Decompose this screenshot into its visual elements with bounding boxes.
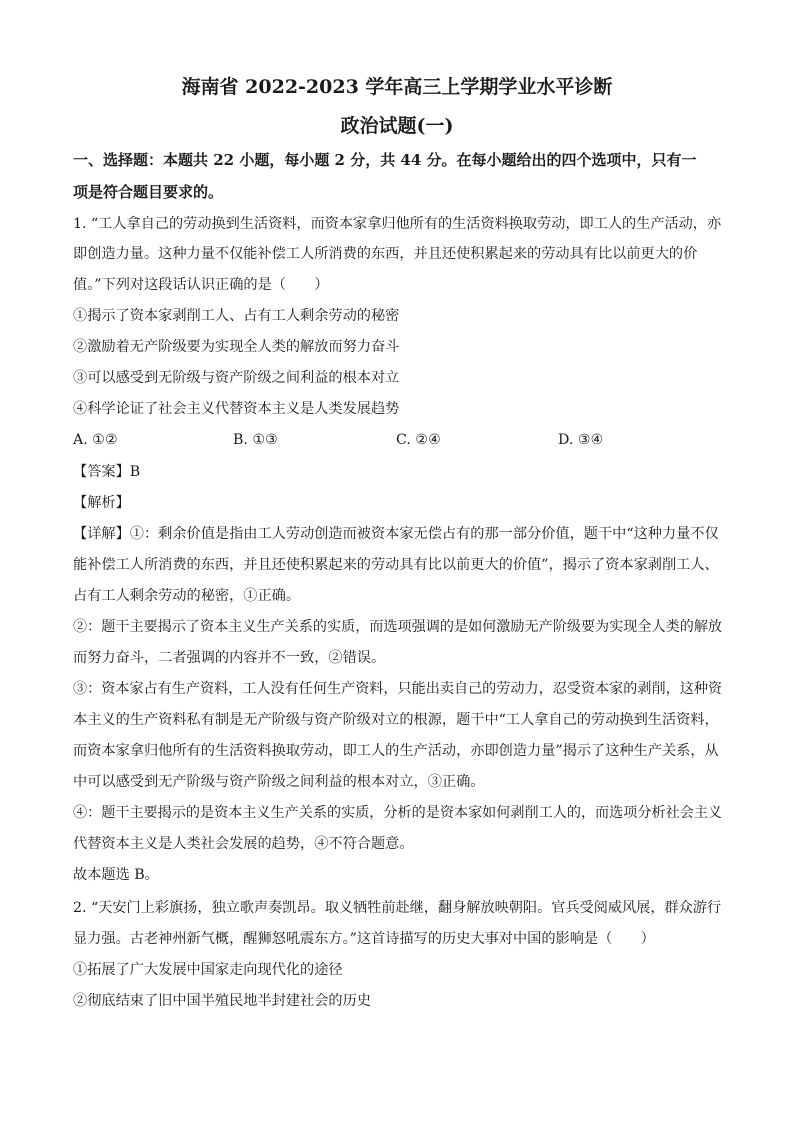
q1-analysis-line-9: 中可以感受到无产阶级与资产阶级之间利益的根本对立，③正确。 bbox=[73, 774, 485, 790]
q1-analysis-line-3: 占有工人剩余劳动的秘密，①正确。 bbox=[73, 588, 301, 604]
q1-analysis-line-1: 【详解】①：剩余价值是指由工人劳动创造而被资本家无偿占有的那一部分价值，题干中“这种力量不仅 bbox=[73, 526, 719, 542]
q2-statement-2: ②彻底结束了旧中国半殖民地半封建社会的历史 bbox=[73, 993, 371, 1009]
q1-answer: 【答案】B bbox=[73, 464, 141, 480]
q2-statement-1: ①拓展了广大发展中国家走向现代化的途径 bbox=[73, 962, 343, 978]
q1-statement-4: ④科学论证了社会主义代替资本主义是人类发展趋势 bbox=[73, 401, 400, 417]
q1-analysis-line-11: 代替资本主义是人类社会发展的趋势，④不符合题意。 bbox=[73, 836, 414, 852]
document-subtitle: 政治试题(一) bbox=[340, 115, 454, 137]
q1-stem-line-1: 1. “工人拿自己的劳动换到生活资料，而资本家拿归他所有的生活资料换取劳动，即工人的生产活动，亦 bbox=[73, 216, 722, 232]
section-heading-line-1: 一、选择题：本题共 22 小题，每小题 2 分，共 44 分。在每小题给出的四个选项中，只有一 bbox=[73, 151, 697, 169]
q1-option-b: B. ①③ bbox=[233, 432, 278, 448]
section-heading-line-2: 项是符合题目要求的。 bbox=[73, 183, 224, 201]
q1-stem-line-3: 值。”下列对这段话认识正确的是（ ） bbox=[73, 277, 329, 293]
q1-analysis-line-12: 故本题选 B。 bbox=[73, 867, 159, 883]
q1-analysis-line-5: 而努力奋斗，二者强调的内容并不一致，②错误。 bbox=[73, 650, 386, 666]
q2-stem-line-1: 2. “天安门上彩旗扬，独立歌声奏凯昂。取义牺牲前赴继，翻身解放映朝阳。官兵受阅威风展，群众游行 bbox=[73, 900, 722, 916]
q1-analysis-line-8: 而资本家拿归他所有的生活资料换取劳动，即工人的生产活动，亦即创造力量”揭示了这种生产关系，从 bbox=[73, 743, 719, 759]
q1-statement-1: ①揭示了资本家剥削工人、占有工人剩余劳动的秘密 bbox=[73, 308, 400, 324]
q1-analysis-line-7: 本主义的生产资料私有制是无产阶级与资产阶级对立的根源，题干中“工人拿自己的劳动换到生活资料， bbox=[73, 712, 719, 728]
q1-analysis-line-6: ③：资本家占有生产资料，工人没有任何生产资料，只能出卖自己的劳动力，忍受资本家的剥削，这种资 bbox=[73, 681, 723, 697]
q1-statement-2: ②激励着无产阶级要为实现全人类的解放而努力奋斗 bbox=[73, 339, 400, 355]
q1-option-d: D. ③④ bbox=[558, 432, 604, 448]
q1-option-a: A. ①② bbox=[73, 432, 118, 448]
document-title: 海南省 2022-2023 学年高三上学期学业水平诊断 bbox=[181, 76, 613, 98]
q1-analysis-line-2: 能补偿工人所消费的东西，并且还使积累起来的劳动具有比以前更大的价值”，揭示了资本家剥削工人、 bbox=[73, 557, 719, 573]
q1-analysis-line-10: ④：题干主要揭示的是资本主义生产关系的实质，分析的是资本家如何剥削工人的，而选项分析社会主义 bbox=[73, 805, 723, 821]
q1-analysis-line-4: ②：题干主要揭示了资本主义生产关系的实质，而选项强调的是如何激励无产阶级要为实现全人类的解放 bbox=[73, 619, 723, 635]
q1-option-c: C. ②④ bbox=[396, 432, 441, 448]
q1-statement-3: ③可以感受到无阶级与资产阶级之间利益的根本对立 bbox=[73, 370, 400, 386]
q1-analysis-label: 【解析】 bbox=[73, 495, 130, 511]
q1-stem-line-2: 即创造力量。这种力量不仅能补偿工人所消费的东西，并且还使积累起来的劳动具有比以前更大的价 bbox=[73, 246, 698, 262]
q2-stem-line-2: 显力强。古老神州新气概，醒狮怒吼震东方。”这首诗描写的历史大事对中国的影响是（ ） bbox=[73, 931, 655, 947]
